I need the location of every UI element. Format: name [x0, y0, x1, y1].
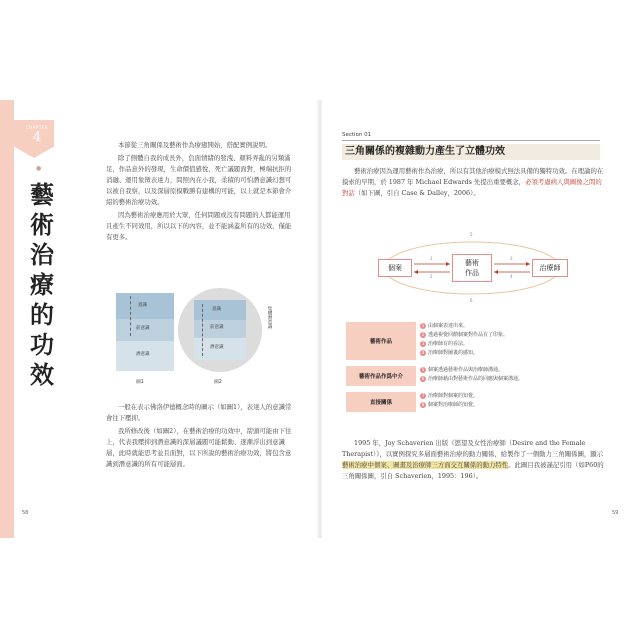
paragraph-text: 。此圖目我被謹記引用（如P60的三角關係圖，引自 Schaverien，1995：196）。 [342, 461, 604, 480]
table-row-head: 藝術作品 [346, 322, 416, 360]
list-item: 2 透過視覺回饋個案對作品有了印象。 [421, 331, 509, 338]
paragraph: 我所修改後（如圖2），在藝術治療的功效中，箭頭可能由下往上，代表我壓抑到潛意識的深層議題可能鬆動、逐漸浮出到意識層，此時就能思考並且面對，以下所說的藝術治療功效，將包含意識到潛意識的所有可能層面。 [106, 427, 292, 468]
figure-1-caption: 圖1 [136, 380, 144, 385]
table-row [346, 366, 608, 386]
chapter-number: 4 [32, 130, 42, 145]
title-char: 術 [30, 210, 54, 239]
arrow-number: 2 [430, 274, 433, 279]
list-item: 4 治療師對圖畫的感知。 [421, 349, 479, 356]
fig1-label-unconscious: 潛意識 [136, 352, 150, 357]
paragraph-text: 藝術治療因為運用藝術作為治療，所以有其他治療模式無法具備的獨特功效。在理論的在摸索的早期，於 1987 年 Michael Edwards 先提出重要概念， [342, 167, 604, 186]
down-arrow-line [130, 296, 131, 336]
up-arrow-line [202, 304, 203, 356]
chapter-label: CHAPTER [25, 125, 49, 130]
figure-2-diagram [194, 300, 246, 360]
section-tag: Section 01 [342, 132, 372, 138]
section-rule [342, 140, 600, 141]
emphasis-text: 必須考慮病人與圖像之間的對話 [342, 178, 602, 197]
paragraph: 除了側體自我的成長外，負面情緒的發洩、顏料弄亂的另類滿足，作品意外的發現，生命價值感悅、死亡議題面對，極端抗拒的消融、運用象徵表達力，問照內在小我，柔積的可怕潛意識幻想可以被自我察，以及深層原模戰勝有建構的可能，以上就是本節會介紹的藝術治療功效。 [106, 154, 292, 206]
client-node: 個案 [378, 259, 412, 277]
figure-1-diagram [116, 293, 174, 371]
left-body-2 [106, 402, 292, 472]
title-char: 功 [30, 330, 54, 359]
fig2-label-collective: 集體潛意識 [267, 306, 272, 329]
right-page [322, 100, 640, 538]
title-char: 療 [30, 270, 54, 299]
therapist-node: 治療師 [532, 259, 568, 277]
artwork-node-line2: 作品 [465, 269, 479, 277]
paragraph [342, 438, 604, 482]
paragraph: 本節從三角關係及藝術作為療癒開始，搭配實例說明。 [118, 141, 272, 149]
table-row-items [420, 392, 608, 410]
highlight-text: 藝術治療中個案、圖畫及治療師三方面交互關係的動力特性 [342, 461, 509, 469]
arrow-number: 6 [470, 298, 473, 303]
right-body-2 [342, 438, 604, 482]
paragraph-text: （如下圖，引自 Case & Dalley，2006）。 [354, 189, 480, 197]
table-row-head: 直接關係 [346, 392, 416, 412]
list-item: 3 治療師有的看法。 [421, 340, 469, 347]
arrow-number: 3 [510, 256, 513, 261]
list-item: 7 治療師對個案的知覺。 [421, 392, 479, 399]
title-char: 效 [30, 360, 54, 389]
paragraph [342, 166, 604, 199]
triangle-diagram [372, 228, 572, 308]
artwork-node [452, 254, 492, 282]
title-char: 的 [30, 300, 54, 329]
title-char: 治 [30, 240, 54, 269]
list-item: 5 個案透過藝術作品與治療師溝通。 [421, 366, 504, 373]
figure-area [110, 288, 290, 388]
paragraph-text: 1995 年，Joy Schaverien 出版《慾望及女性治療師（Desire and the Female Therapist）》，以實例探究多層面藝術治療的動力關係，給製作了一個動力三角關係圖，顯示 [342, 439, 604, 458]
artwork-node-line1: 藝術 [465, 259, 479, 267]
list-item: 8 個案對治療師的知覺。 [421, 401, 479, 408]
table-row [346, 392, 608, 412]
divider-dot: ● [36, 165, 42, 172]
table-row [346, 322, 608, 360]
chapter-strip [0, 100, 14, 538]
arrow-number: 4 [510, 274, 513, 279]
book-spread [0, 100, 640, 538]
page-number-right: 59 [612, 510, 619, 516]
fig1-label-preconscious: 前意識 [136, 326, 150, 331]
section-heading: 三角關係的複雜動力產生了立體功效 [342, 144, 600, 160]
title-char: 藝 [30, 180, 54, 209]
left-page [0, 100, 318, 538]
fig1-label-conscious: 意識 [138, 303, 147, 308]
list-item: 1 由個案表達出來。 [421, 322, 469, 329]
table-row-head: 藝術作品作爲中介 [346, 366, 416, 386]
table-row-items [420, 366, 608, 384]
page-number-left: 58 [22, 510, 29, 516]
arrow-number: 1 [430, 256, 433, 261]
chapter-title [22, 180, 62, 390]
fig2-label-conscious: 意識 [212, 307, 221, 312]
paragraph: 因為藝術治療應用於大眾，任何問題或沒有問題的人都能運用且產生不同效用，所以以下的內容，並不能涵蓋所有的功效，僅能有更多。 [106, 211, 292, 241]
list-item: 6 治療師藉由對藝術作品的回應與個案溝通。 [421, 375, 524, 382]
right-body [342, 166, 604, 199]
left-body [106, 140, 292, 245]
fig2-label-unconscious: 潛意識 [210, 345, 224, 350]
arrow-number: 5 [470, 232, 473, 237]
table-row-items [420, 322, 608, 358]
figure-2-caption: 圖2 [214, 380, 222, 385]
fig2-label-preconscious: 前意識 [210, 325, 224, 330]
paragraph: 一般在表示佛洛伊德概念時的圖示（如圖1），表達人的意識常會往下壓抑。 [106, 403, 292, 422]
